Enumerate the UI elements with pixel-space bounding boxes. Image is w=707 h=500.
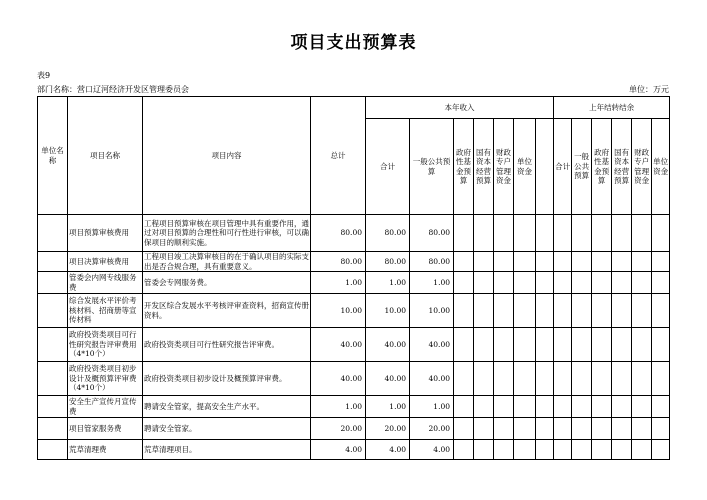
cell-empty bbox=[514, 362, 536, 396]
cell-empty bbox=[592, 252, 612, 272]
cell-empty bbox=[536, 294, 554, 328]
cell-project-content: 政府投资类项目可行性研究报告评审费。 bbox=[143, 328, 311, 362]
cell-empty bbox=[652, 252, 670, 272]
cell-empty bbox=[536, 328, 554, 362]
cell-empty bbox=[494, 418, 514, 440]
header-unit-name: 单位名称 bbox=[38, 97, 68, 215]
cell-empty bbox=[474, 252, 494, 272]
cell-empty bbox=[514, 215, 536, 252]
cell-empty bbox=[572, 396, 592, 418]
cell-empty bbox=[592, 418, 612, 440]
cell-empty bbox=[494, 328, 514, 362]
cell-project-name: 项目管家服务费 bbox=[68, 418, 143, 440]
cell-subtotal: 20.00 bbox=[366, 418, 410, 440]
cell-empty bbox=[494, 252, 514, 272]
header-state-capital-2: 国有资本经营预算 bbox=[612, 119, 632, 215]
cell-empty bbox=[474, 362, 494, 396]
header-general-budget-2: 一般公共预算 bbox=[572, 119, 592, 215]
cell-empty bbox=[652, 396, 670, 418]
cell-total: 4.00 bbox=[311, 440, 366, 460]
cell-project-name: 项目预算审核费用 bbox=[68, 215, 143, 252]
cell-empty bbox=[572, 294, 592, 328]
table-row bbox=[38, 294, 670, 328]
cell-empty bbox=[612, 396, 632, 418]
table-row bbox=[38, 440, 670, 460]
cell-empty bbox=[612, 252, 632, 272]
cell-general-budget: 1.00 bbox=[410, 272, 454, 294]
header-project-name: 项目名称 bbox=[68, 97, 143, 215]
cell-empty bbox=[474, 215, 494, 252]
cell-empty bbox=[632, 440, 652, 460]
cell-empty bbox=[494, 294, 514, 328]
cell-general-budget: 10.00 bbox=[410, 294, 454, 328]
cell-project-name: 综合发展水平评价考核材料、招商册等宣传材料 bbox=[68, 294, 143, 328]
header-gov-fund: 政府性基金预算 bbox=[454, 119, 474, 215]
cell-unit bbox=[38, 215, 68, 252]
cell-empty bbox=[454, 418, 474, 440]
header-state-capital: 国有资本经营预算 bbox=[474, 119, 494, 215]
cell-unit bbox=[38, 252, 68, 272]
header-blank bbox=[536, 119, 554, 215]
table-row bbox=[38, 362, 670, 396]
cell-total: 40.00 bbox=[311, 328, 366, 362]
cell-empty bbox=[454, 396, 474, 418]
cell-total: 1.00 bbox=[311, 272, 366, 294]
cell-project-content: 工程项目预算审核在项目管理中具有重要作用，通过对项目预算的合理性和可行性进行审核，可以确保项目的顺利实施。 bbox=[143, 215, 311, 252]
cell-total: 80.00 bbox=[311, 215, 366, 252]
cell-total: 80.00 bbox=[311, 252, 366, 272]
cell-empty bbox=[632, 272, 652, 294]
cell-empty bbox=[536, 440, 554, 460]
cell-empty bbox=[554, 328, 572, 362]
header-gov-fund-2: 政府性基金预算 bbox=[592, 119, 612, 215]
page-title: 项目支出预算表 bbox=[290, 33, 417, 53]
cell-subtotal: 1.00 bbox=[366, 396, 410, 418]
cell-empty bbox=[474, 328, 494, 362]
cell-empty bbox=[572, 272, 592, 294]
unit-label: 单位：万元 bbox=[629, 85, 669, 94]
cell-empty bbox=[514, 440, 536, 460]
cell-empty bbox=[632, 294, 652, 328]
cell-empty bbox=[652, 440, 670, 460]
cell-empty bbox=[592, 396, 612, 418]
header-subtotal-2: 合计 bbox=[554, 119, 572, 215]
cell-empty bbox=[536, 396, 554, 418]
cell-empty bbox=[592, 440, 612, 460]
cell-empty bbox=[554, 294, 572, 328]
header-unit-fund: 单位资金 bbox=[514, 119, 536, 215]
table-row bbox=[38, 272, 670, 294]
cell-empty bbox=[612, 215, 632, 252]
cell-project-content: 聘请安全管家。 bbox=[143, 418, 311, 440]
cell-unit bbox=[38, 440, 68, 460]
cell-empty bbox=[454, 328, 474, 362]
table-number: 表9 bbox=[37, 71, 51, 80]
cell-project-name: 安全生产宣传月宣传费 bbox=[68, 396, 143, 418]
header-current-income: 本年收入 bbox=[366, 97, 554, 119]
cell-empty bbox=[536, 215, 554, 252]
header-fiscal-special-2: 财政专户管理资金 bbox=[632, 119, 652, 215]
header-project-content: 项目内容 bbox=[143, 97, 311, 215]
cell-general-budget: 80.00 bbox=[410, 215, 454, 252]
cell-empty bbox=[572, 418, 592, 440]
cell-empty bbox=[494, 440, 514, 460]
cell-empty bbox=[652, 362, 670, 396]
cell-total: 10.00 bbox=[311, 294, 366, 328]
header-subtotal: 合计 bbox=[366, 119, 410, 215]
cell-unit bbox=[38, 272, 68, 294]
cell-project-content: 聘请安全管家，提高安全生产水平。 bbox=[143, 396, 311, 418]
cell-project-content: 荒草清理项目。 bbox=[143, 440, 311, 460]
cell-empty bbox=[536, 362, 554, 396]
cell-empty bbox=[554, 215, 572, 252]
table-row bbox=[38, 396, 670, 418]
cell-subtotal: 4.00 bbox=[366, 440, 410, 460]
table-row bbox=[38, 252, 670, 272]
cell-empty bbox=[536, 418, 554, 440]
cell-project-name: 管委会内网专线服务费 bbox=[68, 272, 143, 294]
cell-empty bbox=[612, 272, 632, 294]
cell-empty bbox=[652, 272, 670, 294]
cell-subtotal: 80.00 bbox=[366, 215, 410, 252]
cell-empty bbox=[454, 362, 474, 396]
cell-empty bbox=[612, 328, 632, 362]
cell-empty bbox=[554, 272, 572, 294]
cell-total: 20.00 bbox=[311, 418, 366, 440]
cell-project-content: 开发区综合发展水平考核评审查资料，招商宣传册资料。 bbox=[143, 294, 311, 328]
header-general-budget: 一般公共预算 bbox=[410, 119, 454, 215]
header-unit-fund-2: 单位资金 bbox=[652, 119, 670, 215]
cell-empty bbox=[494, 396, 514, 418]
cell-empty bbox=[592, 328, 612, 362]
cell-subtotal: 80.00 bbox=[366, 252, 410, 272]
cell-project-name: 政府投资类项目初步设计及概预算评审费（4*10个） bbox=[68, 362, 143, 396]
cell-empty bbox=[592, 294, 612, 328]
cell-subtotal: 1.00 bbox=[366, 272, 410, 294]
cell-general-budget: 40.00 bbox=[410, 362, 454, 396]
cell-empty bbox=[652, 294, 670, 328]
cell-empty bbox=[554, 396, 572, 418]
cell-empty bbox=[454, 272, 474, 294]
cell-general-budget: 20.00 bbox=[410, 418, 454, 440]
cell-subtotal: 40.00 bbox=[366, 362, 410, 396]
cell-project-name: 荒草清理费 bbox=[68, 440, 143, 460]
cell-project-content: 政府投资类项目初步设计及概预算评审费。 bbox=[143, 362, 311, 396]
cell-project-name: 项目决算审核费用 bbox=[68, 252, 143, 272]
cell-empty bbox=[632, 215, 652, 252]
cell-unit bbox=[38, 328, 68, 362]
cell-empty bbox=[494, 362, 514, 396]
cell-total: 1.00 bbox=[311, 396, 366, 418]
cell-empty bbox=[632, 328, 652, 362]
cell-empty bbox=[554, 362, 572, 396]
cell-empty bbox=[536, 252, 554, 272]
cell-empty bbox=[572, 328, 592, 362]
cell-empty bbox=[474, 418, 494, 440]
cell-total: 40.00 bbox=[311, 362, 366, 396]
cell-empty bbox=[514, 272, 536, 294]
cell-empty bbox=[514, 252, 536, 272]
cell-empty bbox=[454, 252, 474, 272]
cell-project-content: 管委会专网服务费。 bbox=[143, 272, 311, 294]
cell-empty bbox=[652, 418, 670, 440]
cell-empty bbox=[474, 294, 494, 328]
cell-empty bbox=[612, 440, 632, 460]
cell-empty bbox=[632, 362, 652, 396]
cell-empty bbox=[494, 272, 514, 294]
cell-unit bbox=[38, 362, 68, 396]
cell-empty bbox=[554, 418, 572, 440]
cell-empty bbox=[612, 294, 632, 328]
cell-empty bbox=[592, 362, 612, 396]
cell-subtotal: 40.00 bbox=[366, 328, 410, 362]
cell-unit bbox=[38, 396, 68, 418]
cell-project-name: 政府投资类项目可行性研究报告评审费用（4*10个） bbox=[68, 328, 143, 362]
department-name: 部门名称：营口辽河经济开发区管理委员会 bbox=[37, 85, 189, 94]
table-row bbox=[38, 418, 670, 440]
cell-empty bbox=[572, 215, 592, 252]
cell-unit bbox=[38, 418, 68, 440]
cell-empty bbox=[514, 418, 536, 440]
cell-empty bbox=[554, 252, 572, 272]
cell-general-budget: 4.00 bbox=[410, 440, 454, 460]
cell-empty bbox=[514, 396, 536, 418]
cell-empty bbox=[514, 294, 536, 328]
header-fiscal-special: 财政专户管理资金 bbox=[494, 119, 514, 215]
cell-empty bbox=[454, 440, 474, 460]
table-row bbox=[38, 215, 670, 252]
cell-empty bbox=[474, 396, 494, 418]
cell-empty bbox=[572, 252, 592, 272]
cell-empty bbox=[632, 396, 652, 418]
cell-general-budget: 1.00 bbox=[410, 396, 454, 418]
table-row bbox=[38, 328, 670, 362]
cell-empty bbox=[592, 215, 612, 252]
cell-empty bbox=[612, 362, 632, 396]
cell-empty bbox=[572, 362, 592, 396]
header-prev-balance: 上年结转结余 bbox=[554, 97, 670, 119]
cell-empty bbox=[454, 215, 474, 252]
cell-empty bbox=[514, 328, 536, 362]
cell-empty bbox=[572, 440, 592, 460]
header-total: 总计 bbox=[311, 97, 366, 215]
cell-empty bbox=[494, 215, 514, 252]
cell-empty bbox=[554, 440, 572, 460]
cell-empty bbox=[536, 272, 554, 294]
cell-subtotal: 10.00 bbox=[366, 294, 410, 328]
cell-general-budget: 40.00 bbox=[410, 328, 454, 362]
cell-general-budget: 80.00 bbox=[410, 252, 454, 272]
cell-project-content: 工程项目竣工决算审核目的在于确认项目的实际支出是否合规合理，具有重要意义。 bbox=[144, 252, 309, 271]
cell-empty bbox=[632, 418, 652, 440]
cell-empty bbox=[652, 328, 670, 362]
budget-table bbox=[37, 96, 670, 460]
cell-empty bbox=[612, 418, 632, 440]
cell-empty bbox=[592, 272, 612, 294]
cell-empty bbox=[474, 272, 494, 294]
cell-empty bbox=[454, 294, 474, 328]
cell-empty bbox=[652, 215, 670, 252]
cell-empty bbox=[632, 252, 652, 272]
cell-unit bbox=[38, 294, 68, 328]
cell-empty bbox=[474, 440, 494, 460]
